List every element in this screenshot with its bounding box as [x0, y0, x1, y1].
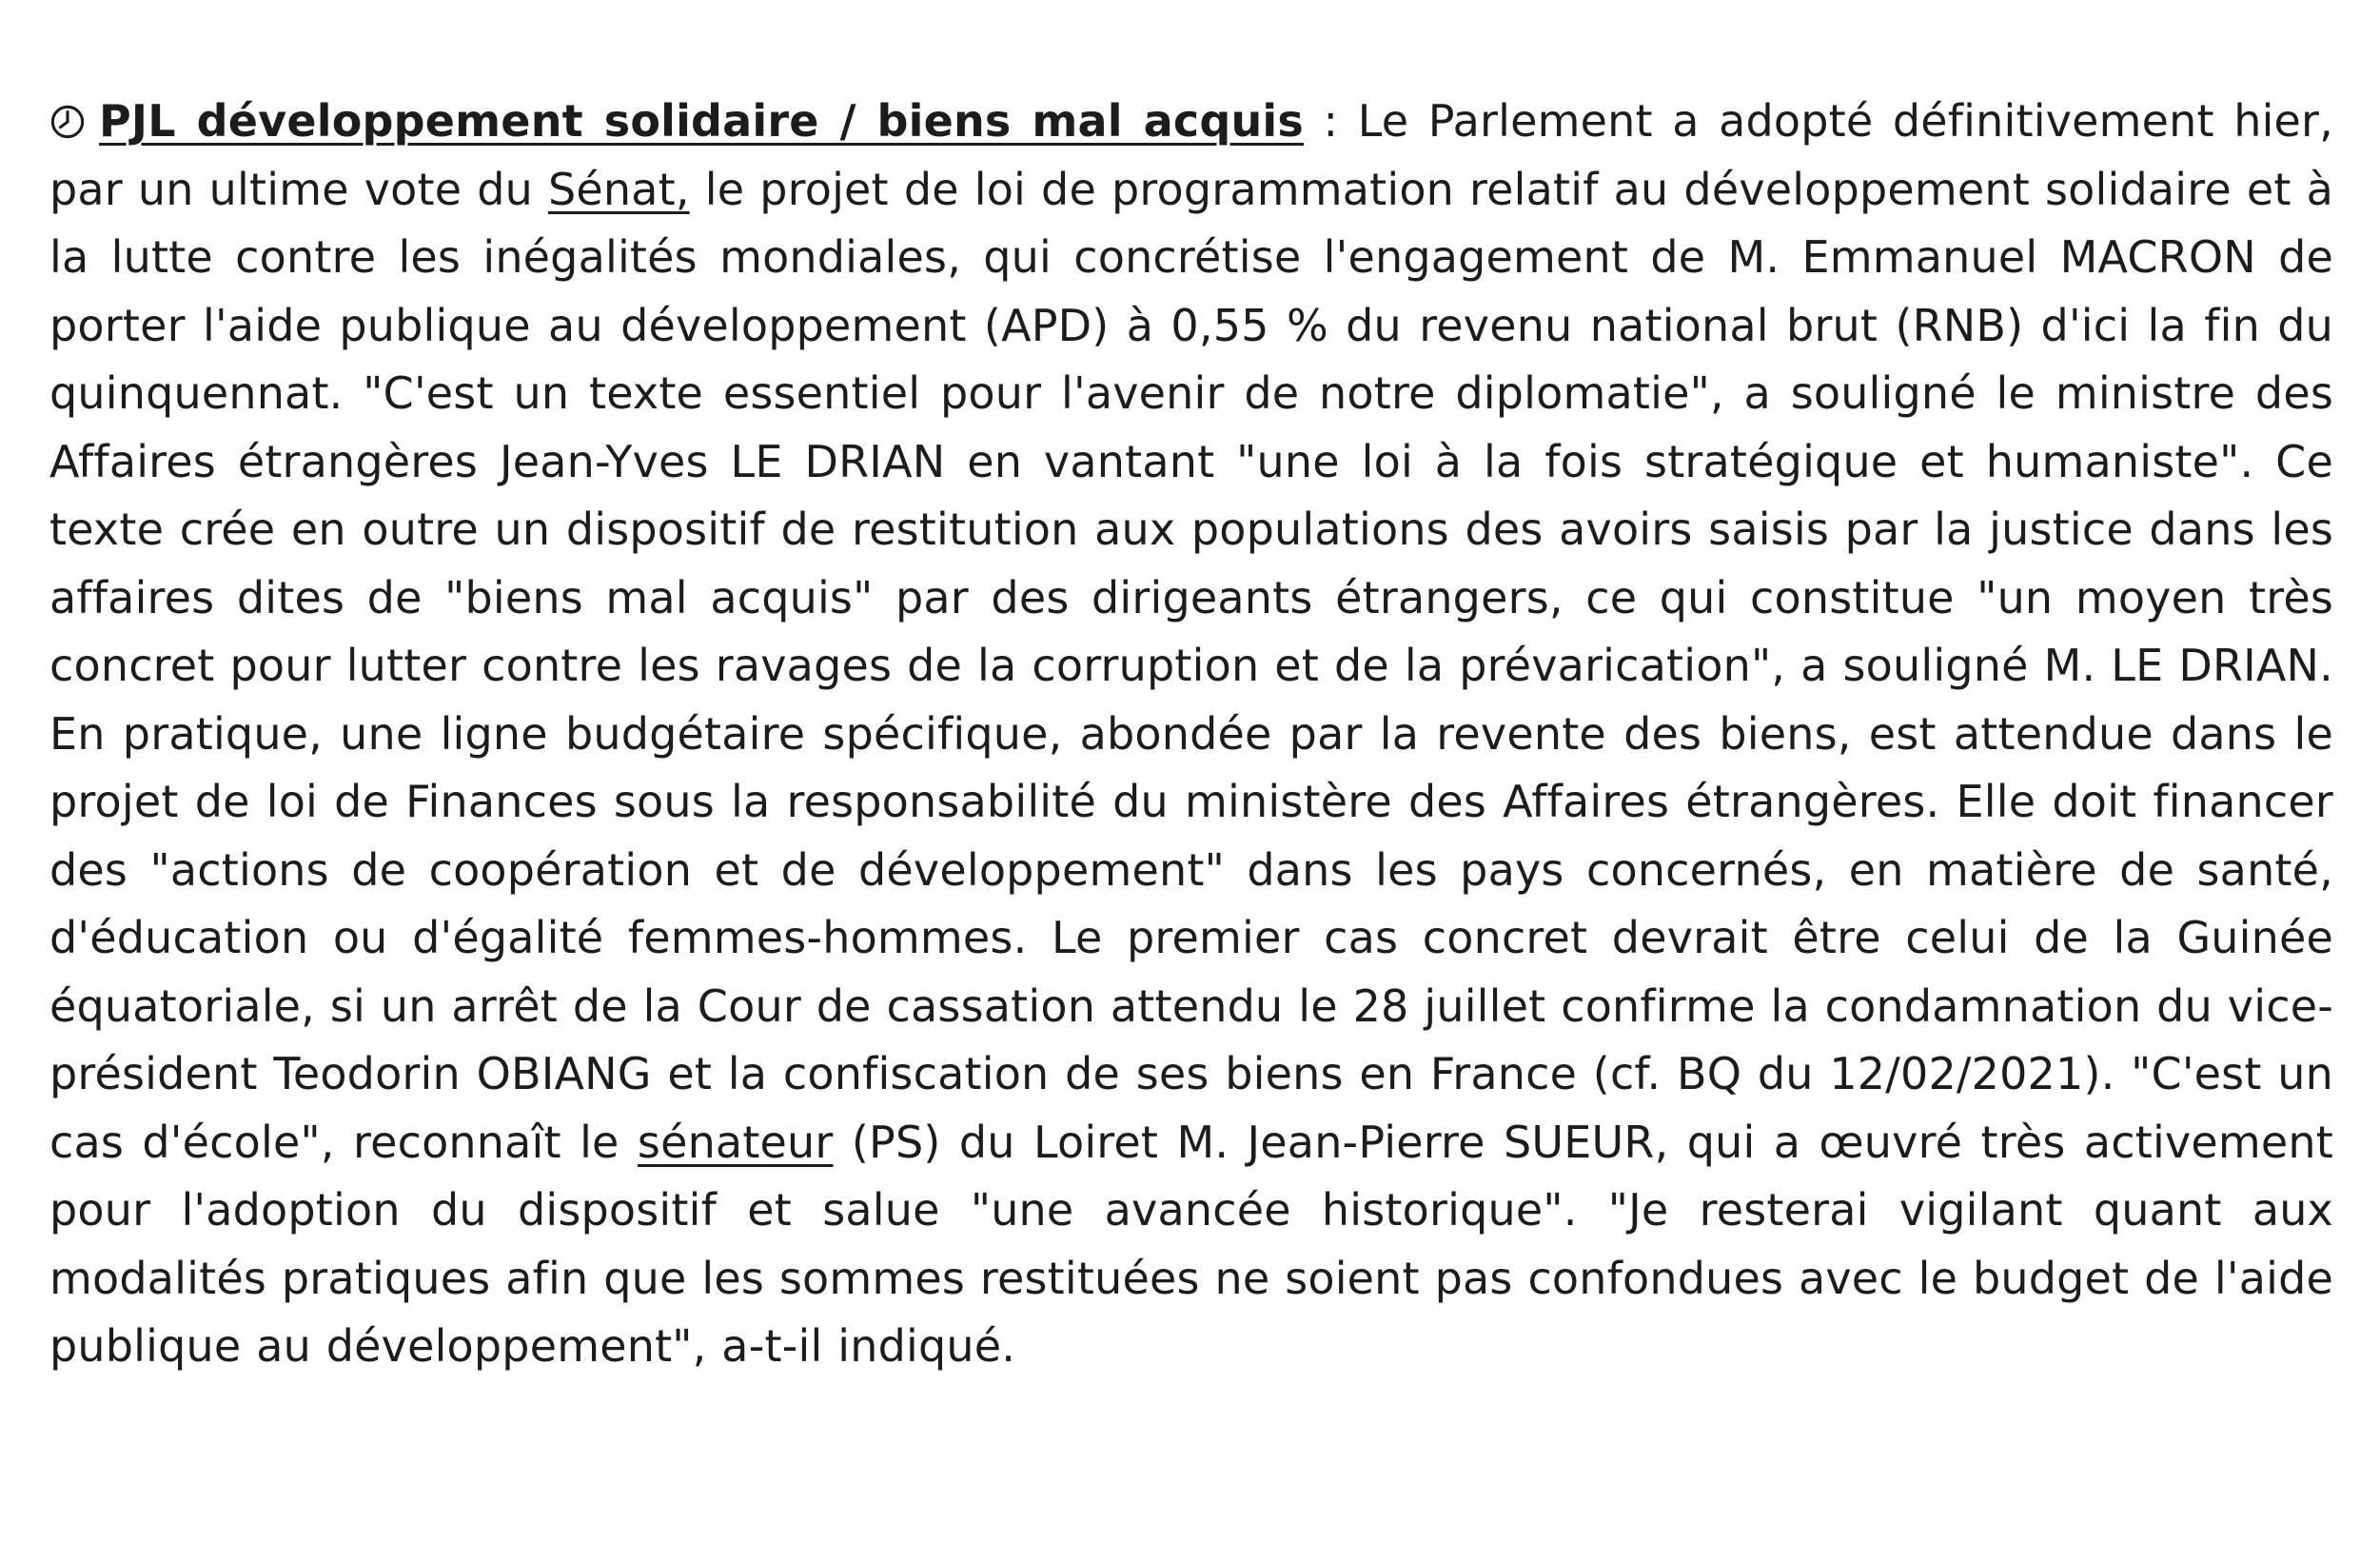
article-text-part-1: Le Parlement a adopté définitivement hier, par un ultime vote du [49, 95, 2333, 215]
article-text-part-2: le projet de loi de programmation relatif au développement solidaire et à la lutte contre les inégalités mondiales, qui concrétise l'engagement de M. Emmanuel MACRON de porter l'aide publique au développement (APD) à 0,55 % du revenu national brut (RNB) d'ici la fin du quinquennat. "C'est un texte essentiel pour l'avenir de notre diplomatie", a souligné le ministre des Affaires étrangères Jean-Yves LE DRIAN en vantant "une loi à la fois stratégique et humaniste". Ce texte crée en outre un dispositif de restitution aux populations des avoirs saisis par la justice dans les affaires dites de "biens mal acquis" par des dirigeants étrangers, ce qui constitue "un moyen très concret pour lutter contre les ravages de la corruption et de la prévarication", a souligné M. LE DRIAN. En pratique, une ligne budgétaire spécifique, abondée par la revente des biens, est attendue dans le projet de loi de Finances sous la responsabilité du ministère des Affaires étrangères. Elle doit financer des "actions de coopération et de développement" dans les pays concernés, en matière de santé, d'éducation ou d'égalité femmes-hommes. Le premier cas concret devrait être celui de la Guinée équatoriale, si un arrêt de la Cour de cassation attendu le 28 juillet confirme la condamnation du vice-président Teodorin OBIANG et la confiscation de ses biens en France (cf. BQ du 12/02/2021). "C'est un cas d'école", reconnaît le [49, 163, 2333, 1168]
headline-separator: : [1303, 95, 1358, 147]
article-headline: PJL développement solidaire / biens mal acquis [99, 95, 1304, 147]
senateur-link[interactable]: sénateur [637, 1116, 834, 1168]
clock-icon [49, 104, 86, 140]
article-text-part-3: (PS) du Loiret M. Jean-Pierre SUEUR, qui a œuvré très activement pour l'adoption du dispositif et salue "une avancée historique". "Je resterai vigilant quant aux modalités pratiques afin que les sommes restituées ne soient pas confondues avec le budget de l'aide publique au développement", a-t-il indiqué. [49, 1116, 2333, 1372]
article-paragraph [49, 88, 2333, 1381]
senat-link[interactable]: Sénat, [548, 163, 690, 215]
